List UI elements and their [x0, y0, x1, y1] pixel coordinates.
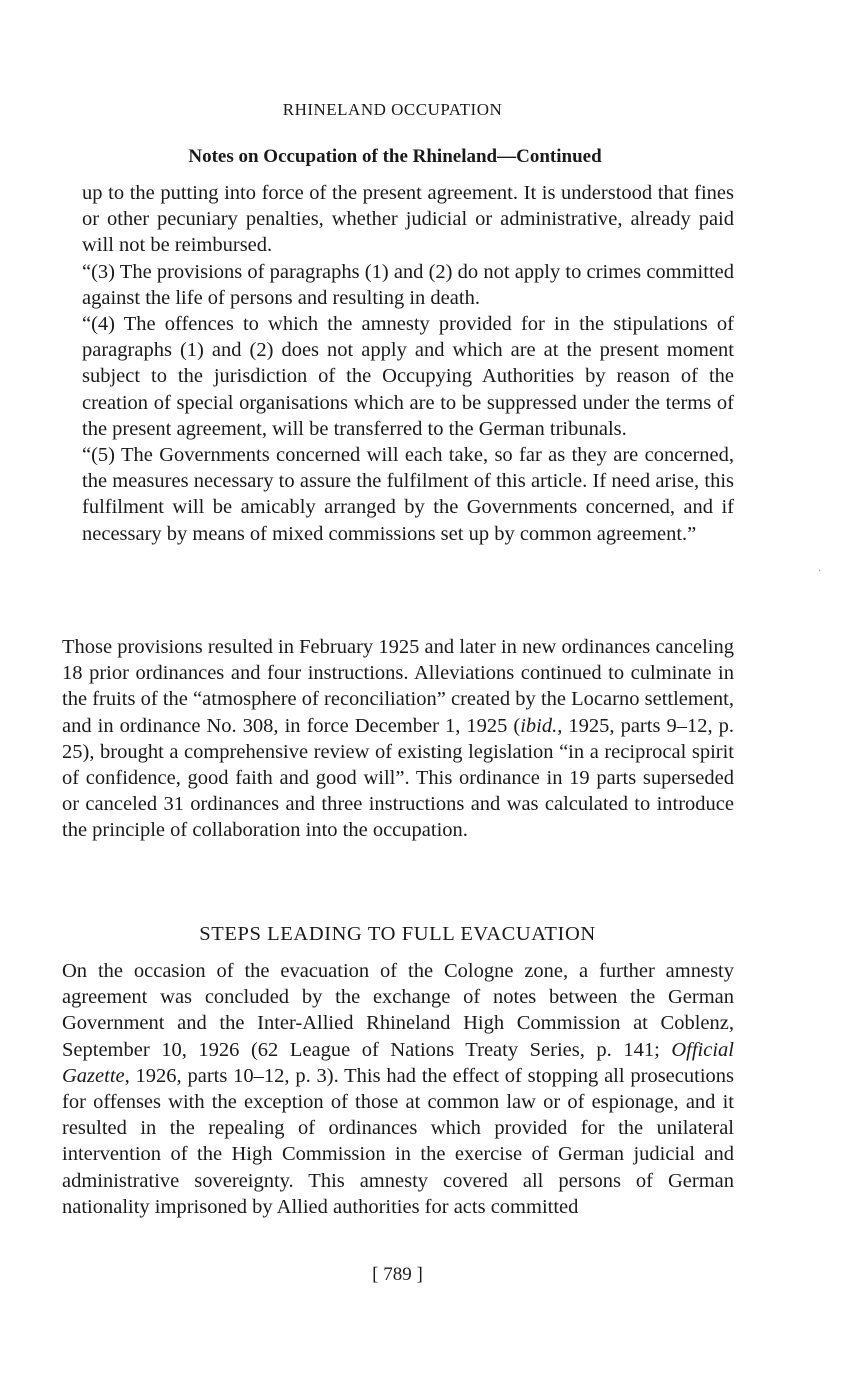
- provisions-text-a: Those provisions resulted in February 1925 and later in new ordinances canceling 18 prior ordinances and four instructions. Alleviations continued to culminate in the fruits of the “atmosphere of reconciliation” created by the Locarno settlement, and in ordinance No. 308, in force December 1, 1925 (: [62, 636, 734, 737]
- quoted-agreement-text: [82, 180, 734, 547]
- steps-text-a: On the occasion of the evacuation of the Cologne zone, a further amnesty agreement was concluded by the exchange of notes between the German Government and the Inter-Allied Rhineland High Commission at Coblenz, September 10, 1926 (62 League of Nations Treaty Series, p. 141;: [62, 960, 734, 1061]
- quote-paragraph-3: “(3) The provisions of paragraphs (1) and (2) do not apply to crimes committed against the life of persons and resulting in death.: [82, 260, 734, 309]
- steps-paragraph: [62, 958, 734, 1220]
- provisions-paragraph-text: [62, 634, 734, 844]
- provisions-paragraph: [62, 634, 734, 844]
- section-subhead: Notes on Occupation of the Rhineland—Continued: [188, 146, 602, 167]
- gazette-citation: Official Gazette: [62, 1038, 734, 1087]
- quote-paragraph-4: “(4) The offences to which the amnesty provided for in the stipulations of paragraphs (1) and (2) does not apply and which are at the present moment subject to the jurisdiction of the Occupying Authorities by reason of the creation of special organisations which are to be suppressed under the terms of the present agreement, will be transferred to the German tribunals.: [82, 313, 734, 440]
- provisions-text-b: , 1925, parts 9–12, p. 25), brought a comprehensive review of existing legislation “in a reciprocal spirit of confidence, good faith and good will”. This ordinance in 19 parts superseded or canceled 31 ordinances and three instructions and was calculated to introduce the principle of collaboration into the occupation.: [62, 714, 734, 842]
- quote-paragraph-5: “(5) The Governments concerned will each take, so far as they are concerned, the measures necessary to assure the fulfilment of this article. If need arise, this fulfilment will be amicably arranged by the Governments concerned, and if necessary by means of mixed commissions set up by common agreement.”: [82, 444, 734, 545]
- running-head: RHINELAND OCCUPATION: [282, 100, 503, 119]
- page-number: [ 789 ]: [372, 1264, 423, 1285]
- steps-heading: STEPS LEADING TO FULL EVACUATION: [199, 923, 596, 945]
- ibid-citation: ibid.: [520, 714, 558, 737]
- scan-speck: ·: [818, 566, 822, 577]
- steps-paragraph-text: [62, 958, 734, 1220]
- quote-paragraph-continuation: up to the putting into force of the present agreement. It is understood that fines or other pecuniary penalties, whether judicial or administrative, already paid will not be reimbursed.: [82, 182, 734, 257]
- steps-text-b: , 1926, parts 10–12, p. 3). This had the effect of stopping all prosecutions for offenses with the exception of those at common law or of espionage, and it resulted in the repealing of ordinances which provided for the unilateral intervention of the High Commission in the exercise of German judicial and administrative sovereignty. This amnesty covered all persons of German nationality imprisoned by Allied authorities for acts committed: [62, 1064, 734, 1218]
